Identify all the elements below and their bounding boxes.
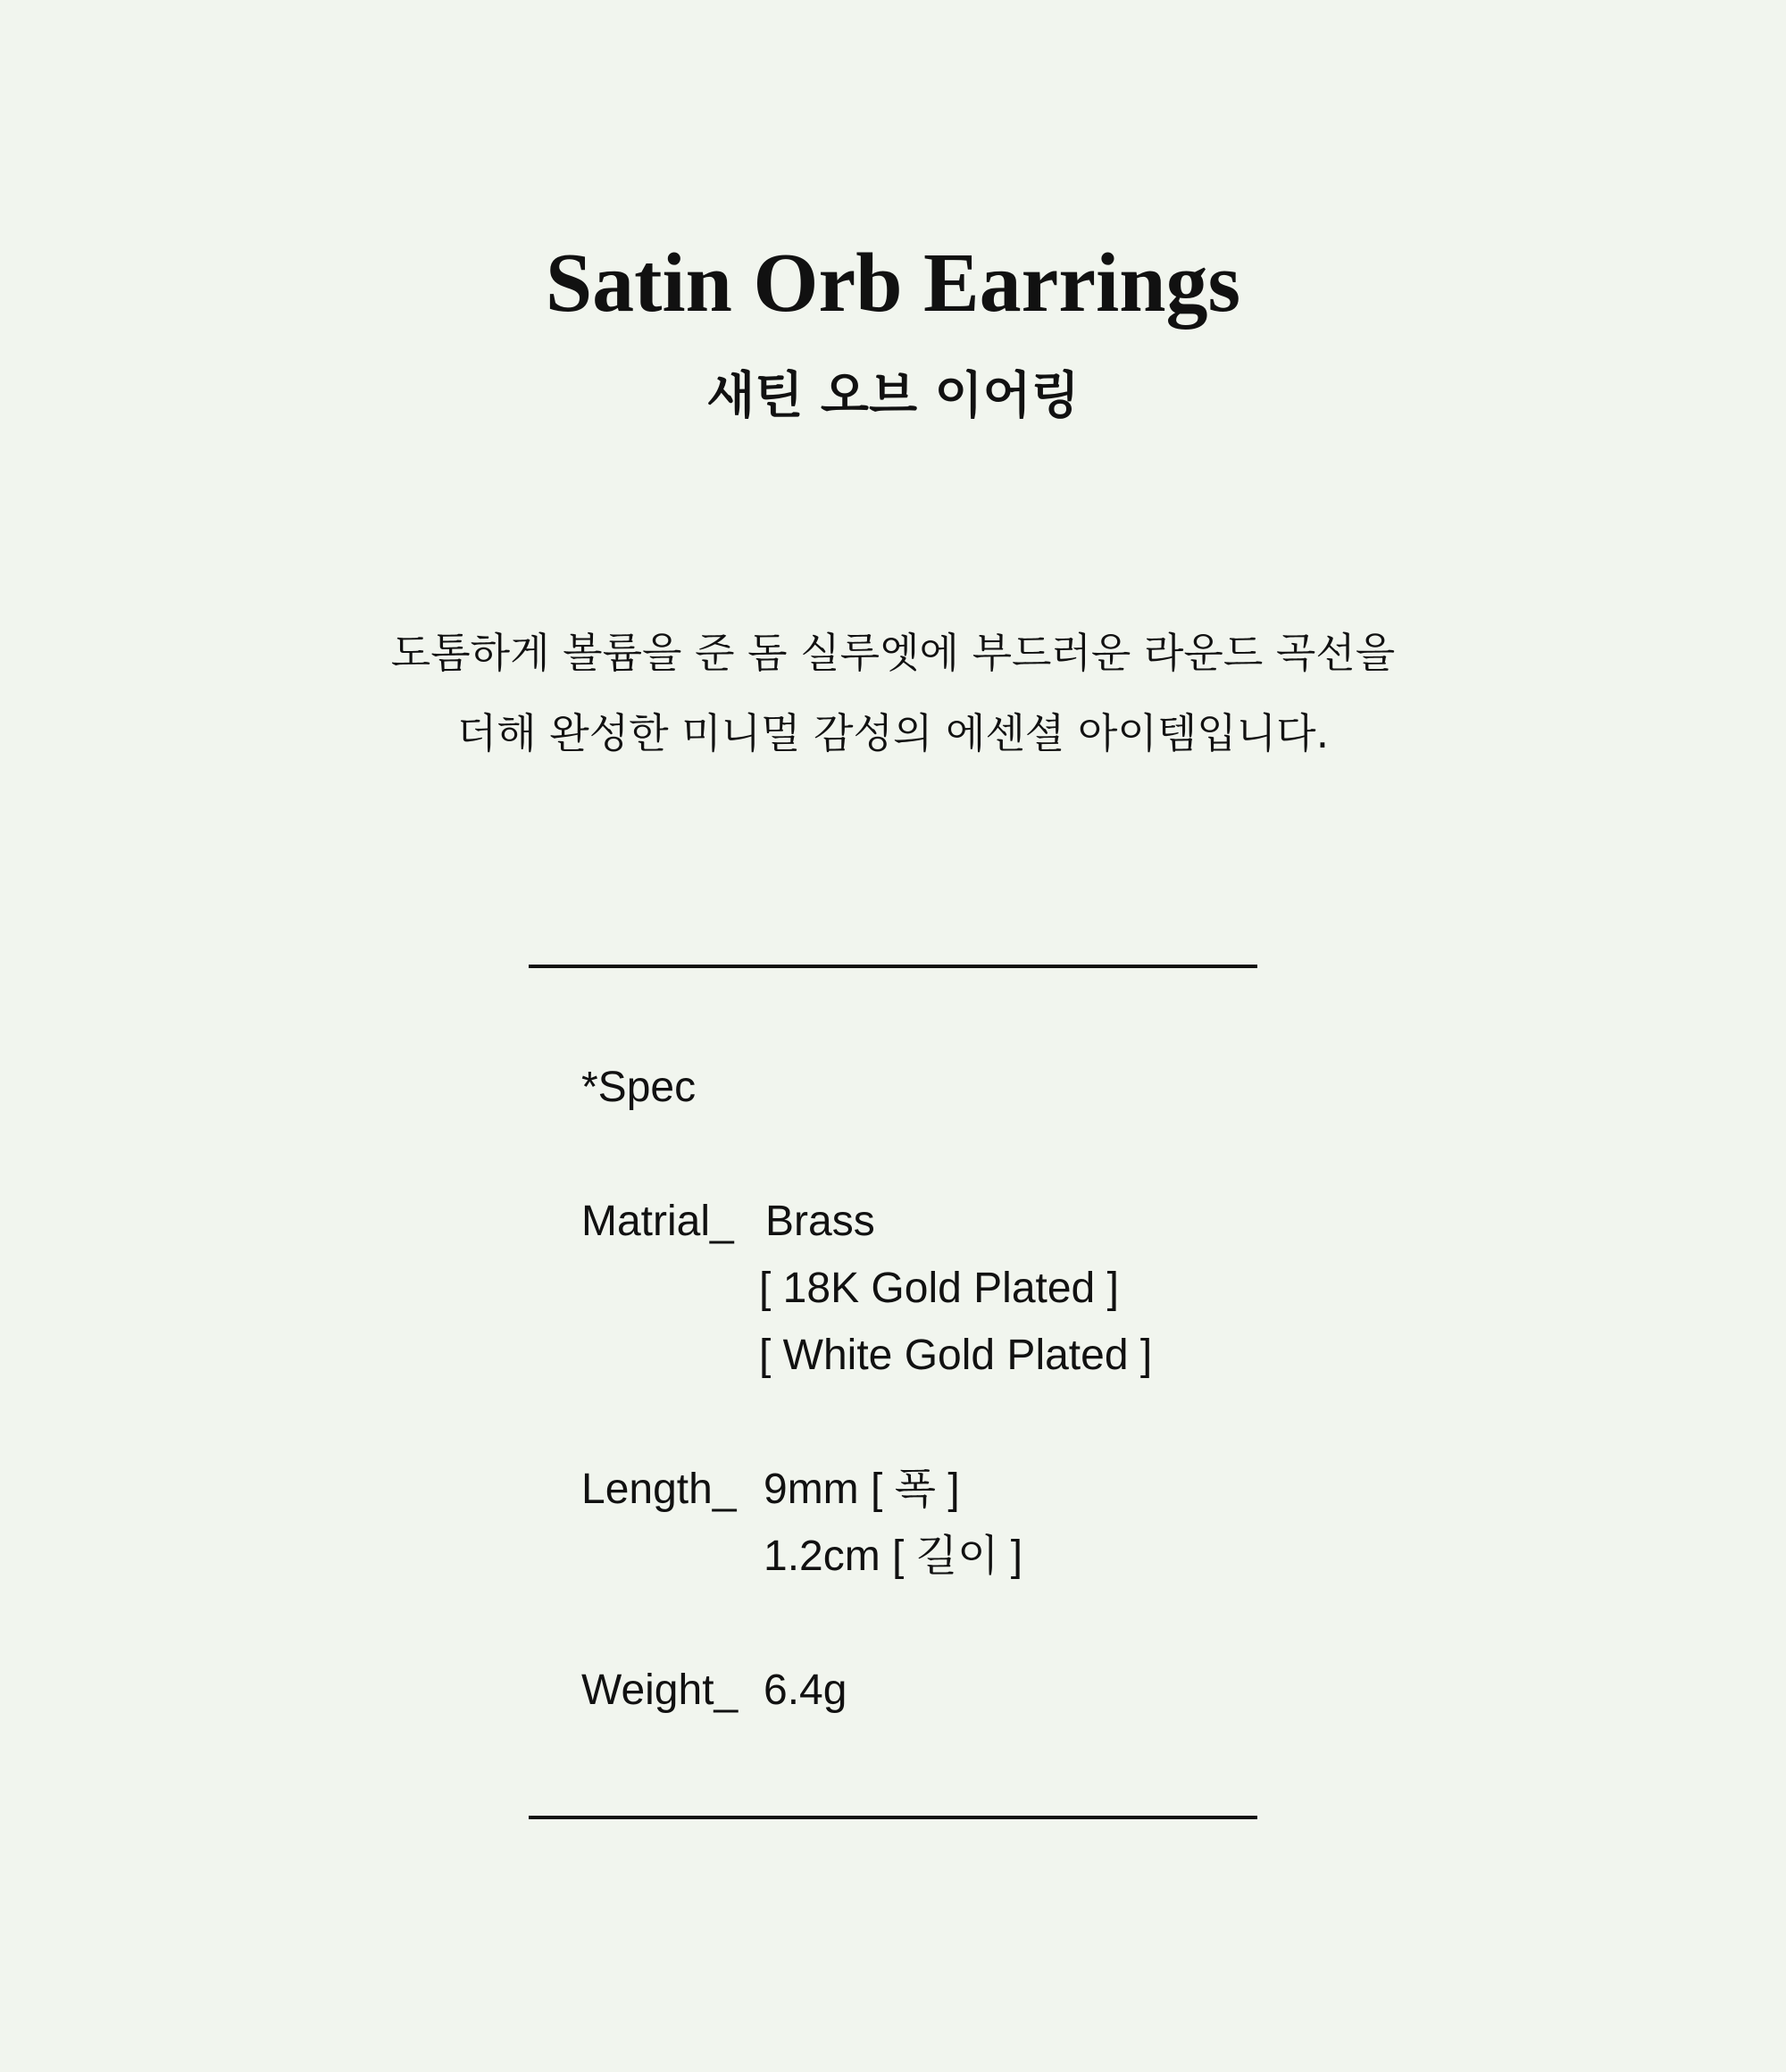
length-label: Length_ [581,1466,737,1513]
top-divider [529,965,1257,968]
description-line: 더해 완성한 미니멀 감성의 에센셜 아이템입니다. [456,709,1330,757]
length-length-value: 1.2cm [ 길이 ] [764,1533,1023,1580]
material-option-gold: [ 18K Gold Plated ] [759,1265,1119,1312]
material-value: Brass [765,1198,875,1245]
weight-value: 6.4g [764,1667,847,1714]
weight-label: Weight_ [581,1667,739,1714]
product-title-english: Satin Orb Earrings [545,237,1241,330]
material-label: Matrial_ [581,1198,734,1245]
product-title-korean: 새틴 오브 이어링 [706,367,1080,425]
material-option-white-gold: [ White Gold Plated ] [759,1332,1153,1379]
bottom-divider [529,1816,1257,1819]
product-description [0,613,1786,773]
spec-heading: *Spec [581,1064,697,1111]
description-line: 도톰하게 볼륨을 준 돔 실루엣에 부드러운 라운드 곡선을 [390,629,1396,677]
length-width-value: 9mm [ 폭 ] [764,1466,960,1513]
